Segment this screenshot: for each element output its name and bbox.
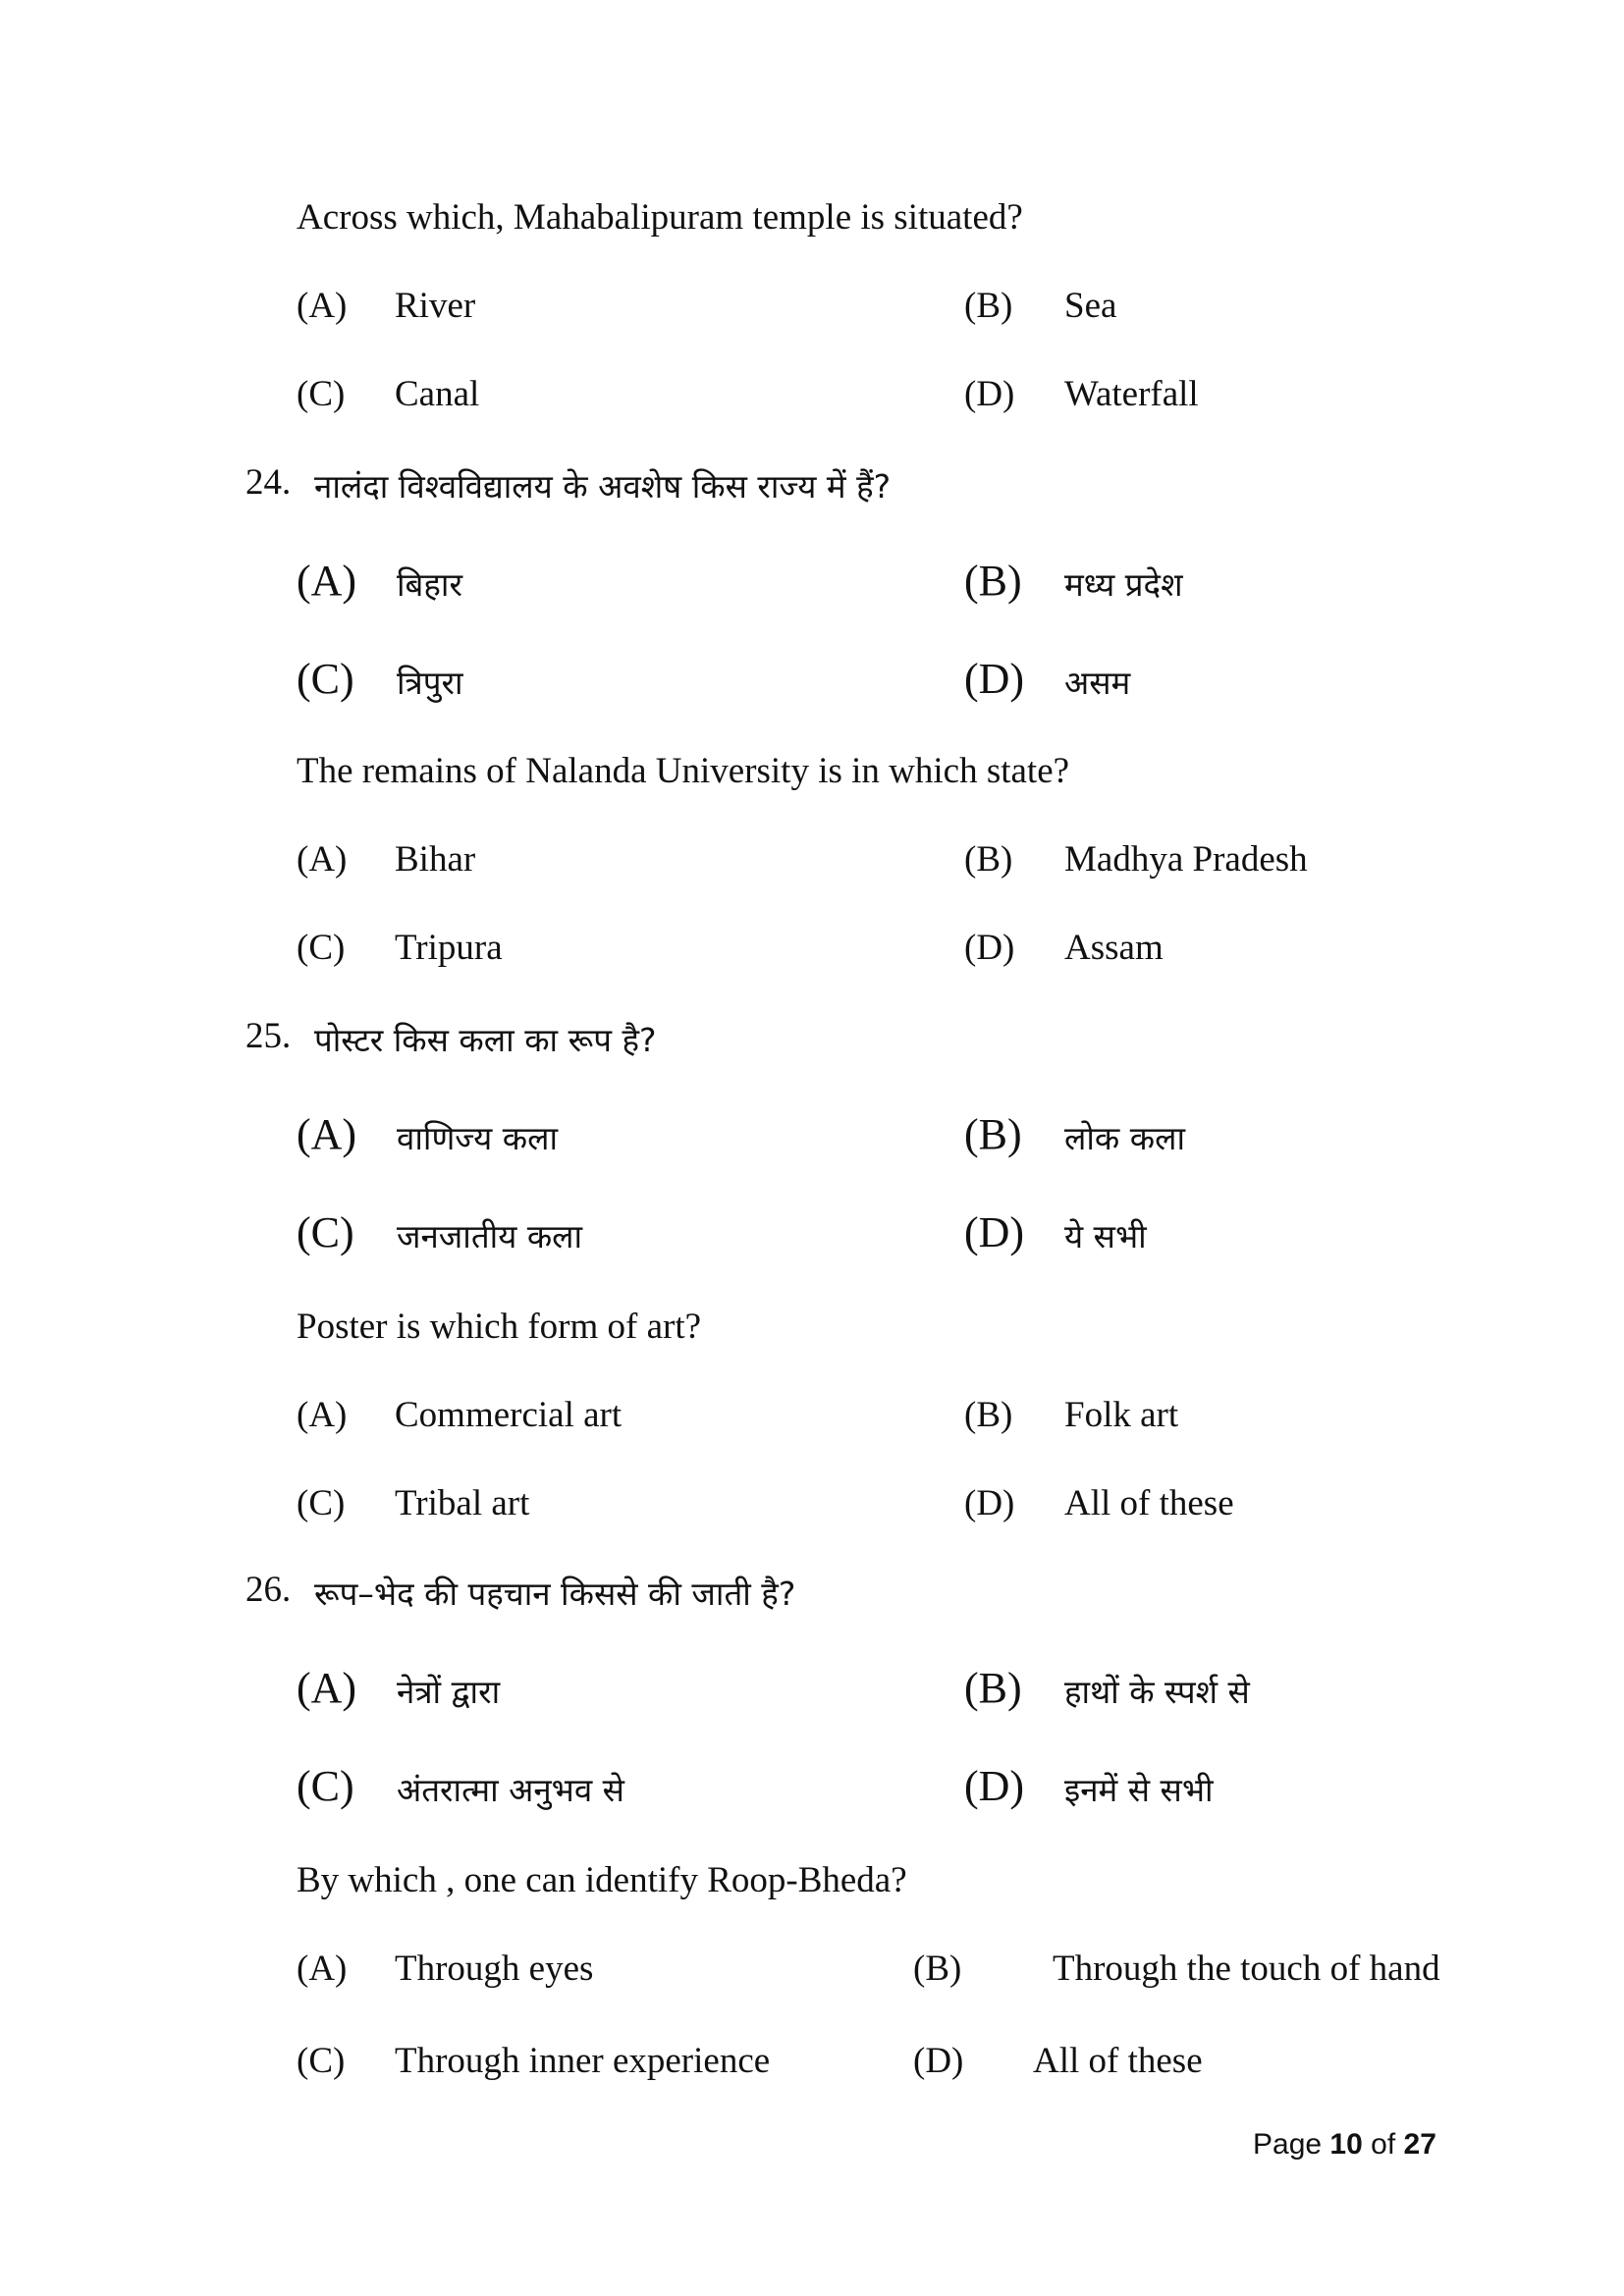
option-text: Through inner experience bbox=[395, 2041, 771, 2081]
option-letter: (B) bbox=[964, 1395, 1013, 1435]
option-letter: (D) bbox=[964, 1208, 1025, 1256]
option-letter: (D) bbox=[964, 655, 1025, 703]
option-text: Through the touch of hand bbox=[1053, 1949, 1440, 1989]
option-text: लोक कला bbox=[1064, 1119, 1186, 1157]
option-letter: (B) bbox=[913, 1949, 962, 1989]
question-text: Across which, Mahabalipuram temple is situated? bbox=[297, 197, 1023, 238]
option-text: Tripura bbox=[395, 928, 503, 968]
question-number: 24. bbox=[245, 462, 292, 503]
question-text: By which , one can identify Roop-Bheda? bbox=[297, 1860, 907, 1900]
option-text: Sea bbox=[1064, 286, 1117, 326]
option-letter: (B) bbox=[964, 1110, 1022, 1158]
option-text: त्रिपुरा bbox=[397, 664, 463, 702]
option-text: इनमें से सभी bbox=[1064, 1771, 1214, 1809]
question-text: नालंदा विश्वविद्यालय के अवशेष किस राज्य में हैं? bbox=[314, 467, 892, 506]
option-letter: (B) bbox=[964, 286, 1013, 326]
option-text: Assam bbox=[1064, 928, 1164, 968]
option-letter: (A) bbox=[297, 1110, 357, 1158]
option-text: वाणिज्य कला bbox=[397, 1119, 559, 1157]
option-letter: (B) bbox=[964, 1664, 1022, 1712]
question-number: 25. bbox=[245, 1016, 292, 1056]
option-text: All of these bbox=[1033, 2041, 1203, 2081]
option-letter: (A) bbox=[297, 286, 348, 326]
option-letter: (D) bbox=[964, 374, 1015, 414]
question-number: 26. bbox=[245, 1570, 292, 1610]
page-number-footer bbox=[1253, 2128, 1436, 2162]
option-letter: (C) bbox=[297, 2041, 346, 2081]
current-page-number: 10 bbox=[1329, 2128, 1363, 2161]
option-letter: (A) bbox=[297, 1395, 348, 1435]
option-letter: (A) bbox=[297, 557, 357, 605]
option-letter: (D) bbox=[913, 2041, 964, 2081]
option-text: Madhya Pradesh bbox=[1064, 839, 1308, 880]
option-text: असम bbox=[1064, 664, 1131, 702]
option-text: Folk art bbox=[1064, 1395, 1179, 1435]
option-letter: (C) bbox=[297, 655, 354, 703]
option-text: Through eyes bbox=[395, 1949, 594, 1989]
option-text: Waterfall bbox=[1064, 374, 1199, 414]
option-letter: (A) bbox=[297, 839, 348, 880]
option-text: बिहार bbox=[397, 565, 462, 604]
option-text: Canal bbox=[395, 374, 480, 414]
option-letter: (C) bbox=[297, 1208, 354, 1256]
option-letter: (D) bbox=[964, 1762, 1025, 1810]
option-letter: (C) bbox=[297, 928, 346, 968]
option-text: Bihar bbox=[395, 839, 476, 880]
option-text: हाथों के स्पर्श से bbox=[1064, 1673, 1250, 1711]
option-letter: (A) bbox=[297, 1949, 348, 1989]
option-letter: (C) bbox=[297, 374, 346, 414]
question-text: पोस्टर किस कला का रूप है? bbox=[314, 1021, 657, 1059]
option-letter: (B) bbox=[964, 557, 1022, 605]
question-text: The remains of Nalanda University is in which state? bbox=[297, 751, 1070, 791]
option-text: नेत्रों द्वारा bbox=[397, 1673, 501, 1711]
option-text: ये सभी bbox=[1064, 1217, 1147, 1255]
option-letter: (A) bbox=[297, 1664, 357, 1712]
option-text: अंतरात्मा अनुभव से bbox=[397, 1771, 624, 1809]
option-text: Commercial art bbox=[395, 1395, 623, 1435]
option-text: मध्य प्रदेश bbox=[1064, 565, 1183, 604]
option-text: River bbox=[395, 286, 476, 326]
total-page-number: 27 bbox=[1403, 2128, 1436, 2161]
page-word: Page bbox=[1253, 2128, 1323, 2161]
option-text: Tribal art bbox=[395, 1483, 530, 1523]
option-letter: (C) bbox=[297, 1762, 354, 1810]
option-text: All of these bbox=[1064, 1483, 1234, 1523]
option-letter: (B) bbox=[964, 839, 1013, 880]
of-word: of bbox=[1371, 2128, 1396, 2161]
option-letter: (D) bbox=[964, 928, 1015, 968]
option-letter: (D) bbox=[964, 1483, 1015, 1523]
question-text: रूप–भेद की पहचान किससे की जाती है? bbox=[314, 1575, 796, 1613]
option-letter: (C) bbox=[297, 1483, 346, 1523]
option-text: जनजातीय कला bbox=[397, 1217, 583, 1255]
question-text: Poster is which form of art? bbox=[297, 1307, 702, 1347]
